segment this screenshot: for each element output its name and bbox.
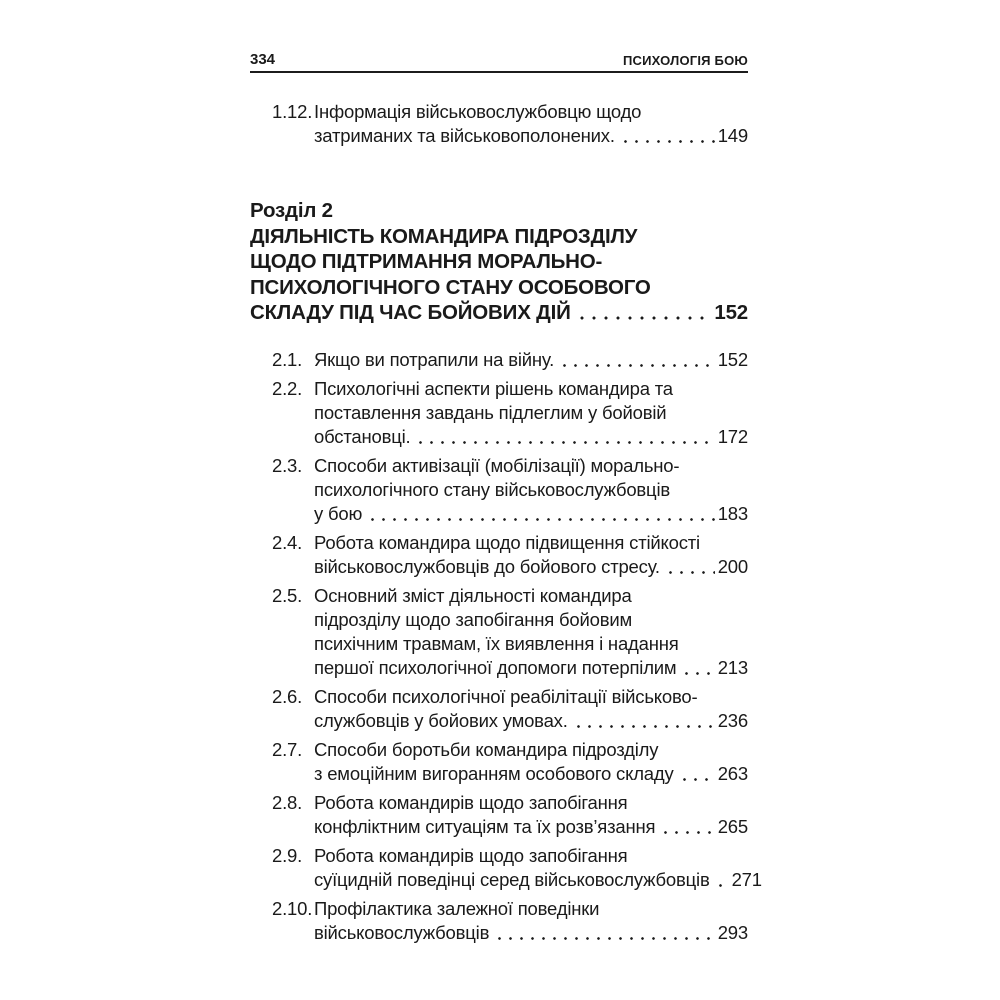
dot-leader <box>494 921 715 945</box>
toc-entry-number: 2.10. <box>272 897 313 919</box>
dot-leader <box>679 762 715 786</box>
dot-leader <box>620 124 715 148</box>
toc-entry-body <box>314 531 748 579</box>
toc-entry-number: 2.5. <box>272 584 303 606</box>
toc-entry-lastline <box>314 868 762 892</box>
toc-entry-line: Робота командирів щодо запобігання <box>314 844 628 866</box>
toc-entry-body <box>314 377 748 449</box>
toc-entry <box>250 100 748 148</box>
chapter-title-line: ДІЯЛЬНІСТЬ КОМАНДИРА ПІДРОЗДІЛУ <box>250 224 638 248</box>
toc-entry-number: 2.4. <box>272 531 303 553</box>
toc-section-1 <box>250 100 748 148</box>
toc-entry-body <box>314 738 748 786</box>
toc-entry-lastline <box>314 815 748 839</box>
toc-entry-body <box>314 348 748 372</box>
chapter-title-line: ЩОДО ПІДТРИМАННЯ МОРАЛЬНО- <box>250 250 603 273</box>
toc-entry-line: Профілактика залежної поведінки <box>314 897 600 919</box>
toc-entry-number: 2.2. <box>272 377 303 399</box>
chapter-title-lastline <box>250 300 748 326</box>
toc-entry-body <box>314 791 748 839</box>
toc-entry-number: 1.12. <box>272 101 313 122</box>
toc-entry-line: Інформація військовослужбовцю щодо <box>314 101 642 122</box>
page-number-folio: 334 <box>250 51 276 68</box>
toc-entry-line: Якщо ви потрапили на війну. <box>314 348 555 370</box>
toc-entry-page: 152 <box>717 348 748 370</box>
toc-entry-lastline <box>314 762 748 786</box>
toc-entry-page: 293 <box>717 921 748 943</box>
toc-entry-line: Робота командирів щодо запобігання <box>314 791 628 813</box>
dot-leader <box>665 555 715 579</box>
toc-entry <box>250 844 762 892</box>
toc-entry-body <box>314 844 762 892</box>
dot-leader <box>715 868 729 892</box>
toc-entry <box>250 738 748 786</box>
toc-entry-body <box>314 100 748 148</box>
dot-leader <box>576 300 712 326</box>
toc-entry <box>250 377 748 449</box>
toc-entry-lastline <box>314 425 748 449</box>
toc-entry-line: обстановці. <box>314 425 411 447</box>
toc-entry-line: Способи боротьби командира підрозділу <box>314 738 659 760</box>
toc-entry-body <box>314 454 748 526</box>
toc-entry-line: Способи активізації (мобілізації) морально- <box>314 454 680 476</box>
toc-entry-body <box>314 685 748 733</box>
toc-entry-lastline <box>314 348 748 372</box>
toc-entry-body <box>314 897 748 945</box>
dot-leader <box>681 656 714 680</box>
toc-entry-line: військовослужбовців до бойового стресу. <box>314 555 660 577</box>
toc-entry-line: Робота командира щодо підвищення стійкості <box>314 531 700 553</box>
toc-entry-number: 2.1. <box>272 348 303 370</box>
toc-entry-page: 265 <box>717 815 748 837</box>
toc-entry-page: 271 <box>731 868 762 890</box>
toc-entry-page: 172 <box>717 425 748 447</box>
toc-entry-number: 2.9. <box>272 844 303 866</box>
chapter-heading <box>250 198 748 326</box>
toc-entry <box>250 584 748 680</box>
toc-entry-lastline <box>314 124 748 148</box>
toc-section-2 <box>250 348 762 945</box>
toc-entry <box>250 791 748 839</box>
running-head-title: ПСИХОЛОГІЯ БОЮ <box>622 53 748 68</box>
toc-entry-number: 2.6. <box>272 685 303 707</box>
toc-entry-line: психічним травмам, їх виявлення і надання <box>314 632 679 654</box>
toc-entry-body <box>314 584 748 680</box>
toc-entry-line: Психологічні аспекти рішень командира та <box>314 377 673 399</box>
toc-entry-line: Основний зміст діяльності командира <box>314 584 632 606</box>
toc-entry-line: службовців у бойових умовах. <box>314 709 568 731</box>
toc-entry <box>250 685 748 733</box>
toc-entry-line: Способи психологічної реабілітації військово- <box>314 685 698 707</box>
toc-entry-line: підрозділу щодо запобігання бойовим <box>314 608 632 630</box>
dot-leader <box>367 502 715 526</box>
toc-entry-number: 2.8. <box>272 791 303 813</box>
toc-entry-line: першої психологічної допомоги потерпілим <box>314 656 677 678</box>
chapter-label: Розділ 2 <box>250 199 333 222</box>
page-header <box>250 52 748 73</box>
toc-entry-page: 183 <box>717 502 748 524</box>
book-page <box>250 0 762 945</box>
chapter-title-line: ПСИХОЛОГІЧНОГО СТАНУ ОСОБОВОГО <box>250 275 651 299</box>
toc-entry-page: 149 <box>717 125 748 146</box>
toc-entry <box>250 897 748 945</box>
toc-entry-lastline <box>314 656 748 680</box>
dot-leader <box>559 348 715 372</box>
toc-entry-line: поставлення завдань підлеглим у бойовій <box>314 401 667 423</box>
toc-entry-number: 2.3. <box>272 454 303 476</box>
dot-leader <box>660 815 714 839</box>
toc-entry-page: 200 <box>717 555 748 577</box>
toc-entry-line: у бою <box>314 502 363 524</box>
toc-entry <box>250 454 748 526</box>
toc-entry-line: конфліктним ситуаціям та їх розв’язання <box>314 815 656 837</box>
toc-entry-lastline <box>314 502 748 526</box>
toc-entry-lastline <box>314 921 748 945</box>
toc-entry-line: психологічного стану військовослужбовців <box>314 478 670 500</box>
toc-entry-line: затриманих та військовополонених. <box>314 125 615 146</box>
toc-entry <box>250 348 748 372</box>
toc-entry-lastline <box>314 709 748 733</box>
toc-entry-page: 236 <box>717 709 748 731</box>
toc-entry-line: суїцидній поведінці серед військовослужбовців <box>314 868 710 890</box>
toc-entry-line: з емоційним вигоранням особового складу <box>314 762 674 784</box>
toc-entry <box>250 531 748 579</box>
dot-leader <box>573 709 715 733</box>
toc-entry-lastline <box>314 555 748 579</box>
toc-entry-page: 213 <box>717 656 748 678</box>
toc-entry-page: 263 <box>717 762 748 784</box>
dot-leader <box>415 425 714 449</box>
toc-entry-line: військовослужбовців <box>314 921 490 943</box>
toc-entry-number: 2.7. <box>272 738 303 760</box>
chapter-page: 152 <box>714 301 748 324</box>
chapter-title-line: СКЛАДУ ПІД ЧАС БОЙОВИХ ДІЙ <box>250 301 571 324</box>
